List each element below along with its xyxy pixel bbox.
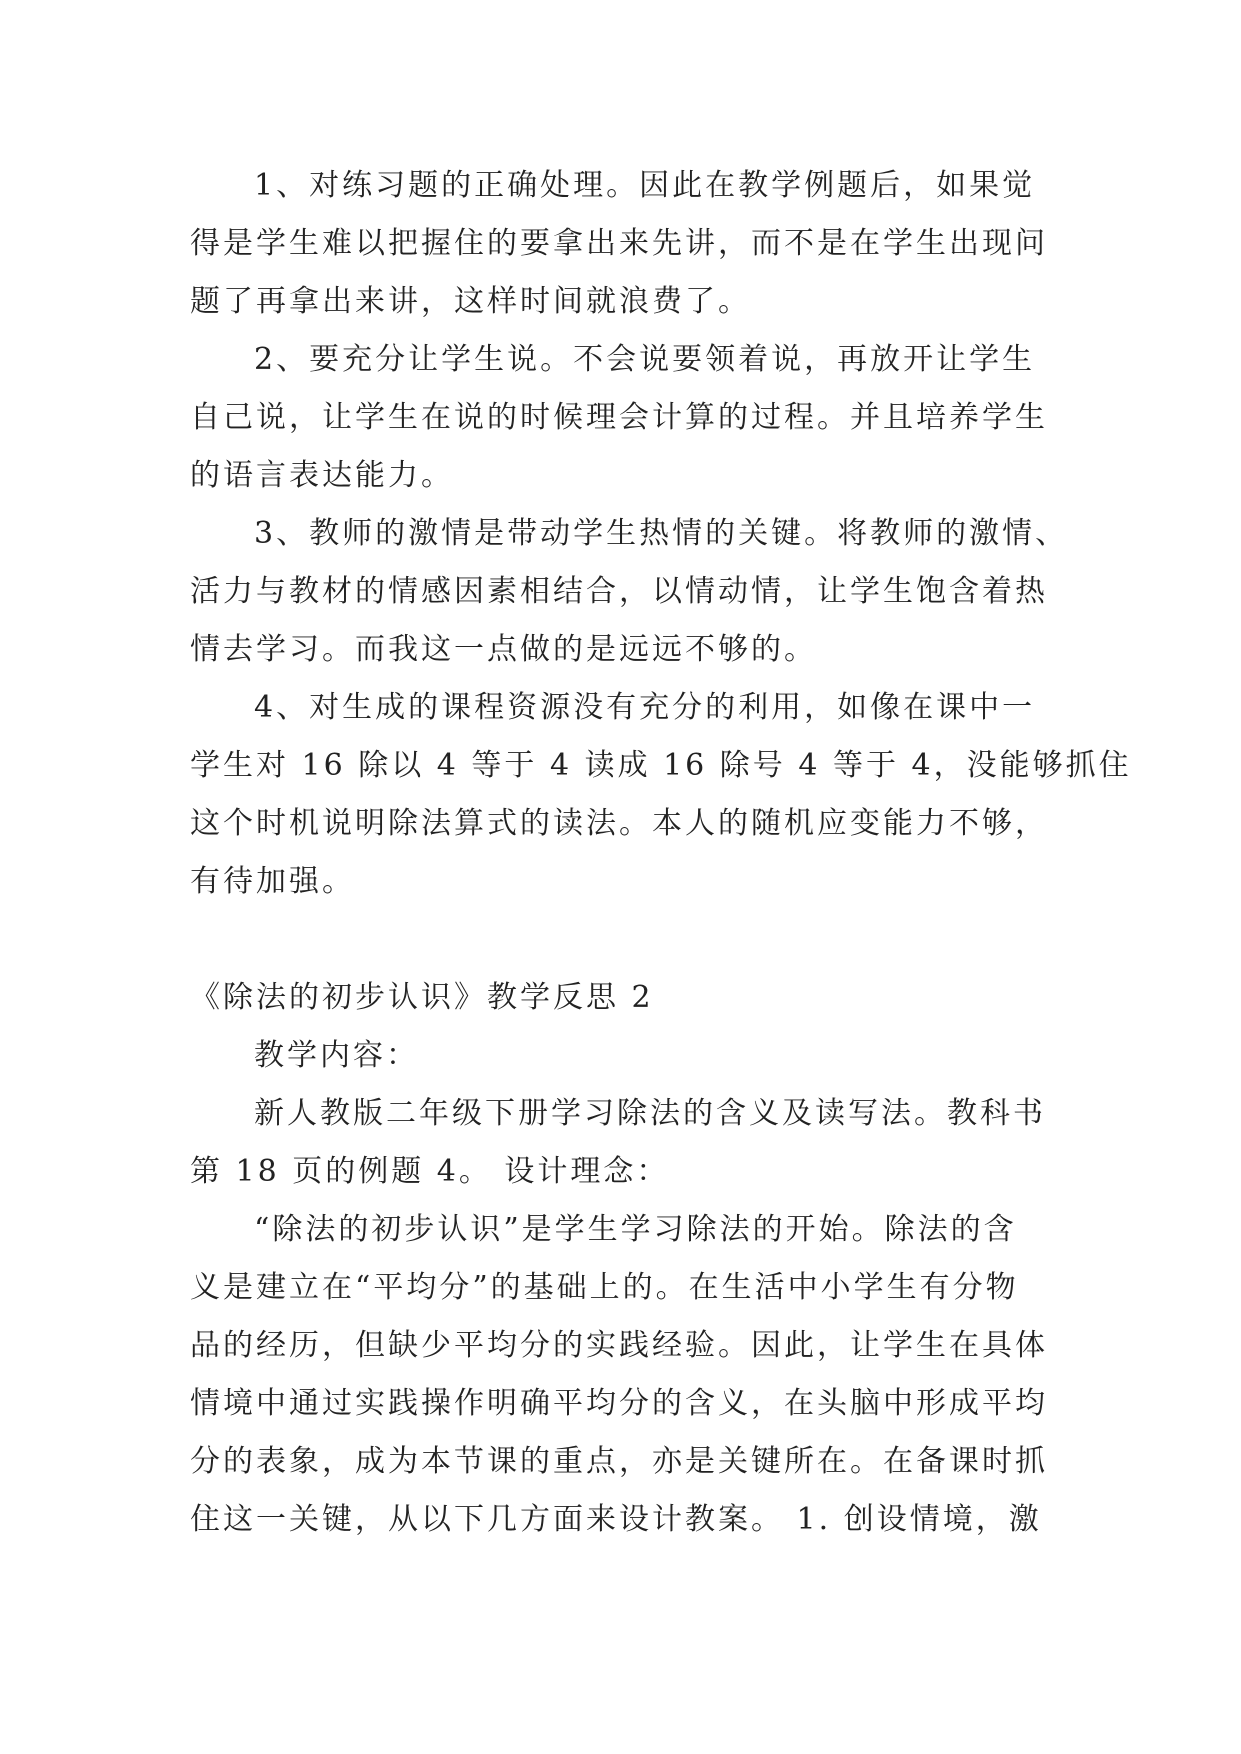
paragraph-2-line-3: 的语言表达能力。: [190, 458, 454, 493]
paragraph-4-line-3: 这个时机说明除法算式的读法。本人的随机应变能力不够，: [190, 806, 1048, 841]
paragraph-1-line-1: 1、对练习题的正确处理。因此在教学例题后，如果觉: [254, 168, 1036, 203]
paragraph-2-line-2: 自己说，让学生在说的时候理会计算的过程。并且培养学生: [190, 400, 1048, 435]
section-title: 《除法的初步认识》教学反思 2: [190, 980, 654, 1015]
paragraph-5-line-2: 第 18 页的例题 4。 设计理念：: [190, 1154, 670, 1189]
paragraph-6-line-2: 义是建立在“平均分”的基础上的。在生活中小学生有分物: [190, 1270, 1019, 1305]
paragraph-3-line-3: 情去学习。而我这一点做的是远远不够的。: [190, 632, 817, 667]
paragraph-6-line-6: 住这一关键，从以下几方面来设计教案。 1. 创设情境，激: [190, 1502, 1042, 1537]
paragraph-6-line-1: “除法的初步认识”是学生学习除法的开始。除法的含: [254, 1212, 1017, 1247]
paragraph-5-line-1: 新人教版二年级下册学习除法的含义及读写法。教科书: [254, 1096, 1046, 1131]
paragraph-1-line-2: 得是学生难以把握住的要拿出来先讲，而不是在学生出现问: [190, 226, 1048, 261]
paragraph-6-line-3: 品的经历，但缺少平均分的实践经验。因此，让学生在具体: [190, 1328, 1048, 1363]
paragraph-3-line-1: 3、教师的激情是带动学生热情的关键。将教师的激情、: [254, 516, 1069, 551]
paragraph-6-line-4: 情境中通过实践操作明确平均分的含义，在头脑中形成平均: [190, 1386, 1048, 1421]
paragraph-3-line-2: 活力与教材的情感因素相结合，以情动情，让学生饱含着热: [190, 574, 1048, 609]
paragraph-4-line-4: 有待加强。: [190, 864, 355, 899]
paragraph-4-line-2: 学生对 16 除以 4 等于 4 读成 16 除号 4 等于 4，没能够抓住: [190, 748, 1132, 783]
paragraph-1-line-3: 题了再拿出来讲，这样时间就浪费了。: [190, 284, 751, 319]
paragraph-2-line-1: 2、要充分让学生说。不会说要领着说，再放开让学生: [254, 342, 1036, 377]
paragraph-6-line-5: 分的表象，成为本节课的重点，亦是关键所在。在备课时抓: [190, 1444, 1048, 1479]
teaching-content-heading: 教学内容：: [254, 1038, 419, 1073]
paragraph-4-line-1: 4、对生成的课程资源没有充分的利用，如像在课中一: [254, 690, 1036, 725]
